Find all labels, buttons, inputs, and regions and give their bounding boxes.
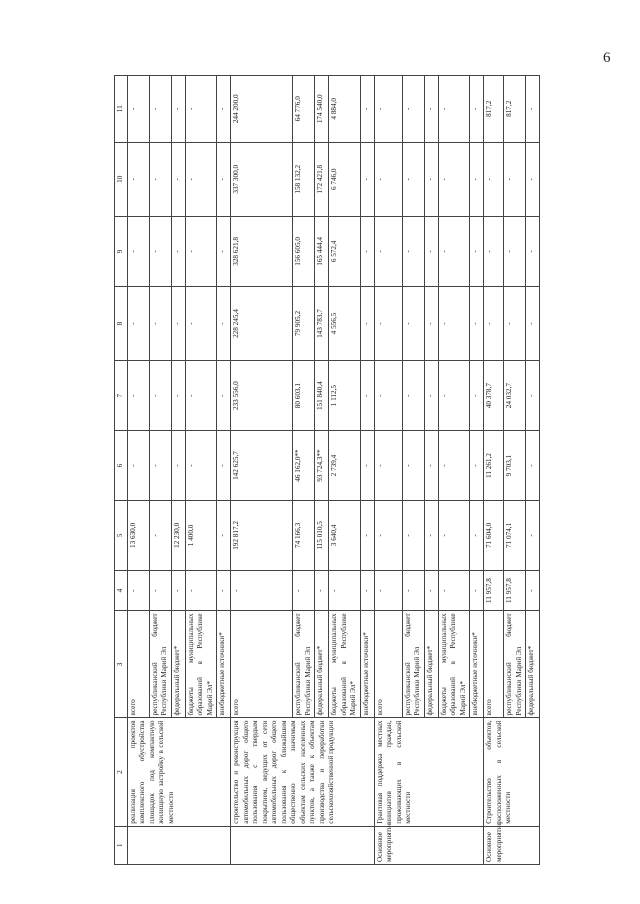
amount-cell: - — [360, 500, 374, 570]
amount-cell: 11 957,8 — [484, 570, 504, 611]
amount-cell: - — [185, 216, 217, 286]
amount-cell: - — [438, 431, 470, 501]
amount-cell: 172 421,8 — [315, 142, 329, 216]
amount-cell: - — [438, 142, 470, 216]
amount-cell: - — [438, 361, 470, 431]
amount-cell: - — [149, 216, 171, 286]
funding-source-cell: федеральный бюджет* — [171, 611, 185, 718]
amount-cell: - — [438, 76, 470, 143]
measure-type-cell — [127, 826, 231, 864]
amount-cell: - — [185, 570, 217, 611]
amount-cell: - — [360, 216, 374, 286]
amount-cell: 11 261,2 — [484, 431, 504, 501]
amount-cell: 817,2 — [484, 76, 504, 143]
amount-cell: - — [149, 431, 171, 501]
amount-cell: 143 783,7 — [315, 286, 329, 360]
amount-cell: - — [504, 216, 526, 286]
amount-cell: - — [484, 216, 504, 286]
amount-cell: 80 603,1 — [293, 361, 315, 431]
amount-cell: - — [171, 286, 185, 360]
amount-cell: - — [438, 216, 470, 286]
amount-cell: - — [329, 570, 361, 611]
amount-cell: - — [217, 286, 231, 360]
amount-cell: - — [402, 286, 424, 360]
amount-cell: 233 556,0 — [231, 361, 293, 431]
funding-source-cell: всего — [484, 611, 504, 718]
amount-cell: 115 010,5 — [315, 500, 329, 570]
amount-cell: 79 905,2 — [293, 286, 315, 360]
amount-cell: 6 746,0 — [329, 142, 361, 216]
amount-cell: - — [484, 286, 504, 360]
amount-cell: - — [293, 570, 315, 611]
amount-cell: - — [484, 142, 504, 216]
amount-cell: - — [185, 361, 217, 431]
amount-cell: - — [374, 361, 402, 431]
amount-cell: - — [127, 431, 149, 501]
amount-cell: 2 739,4 — [329, 431, 361, 501]
amount-cell: 71 074,1 — [504, 500, 526, 570]
amount-cell: - — [374, 286, 402, 360]
measure-type-cell: Основное мероприятие — [374, 826, 484, 864]
funding-source-cell: республиканский бюджет Республики Марий Эл — [149, 611, 171, 718]
amount-cell: - — [217, 216, 231, 286]
amount-cell: - — [470, 286, 484, 360]
amount-cell: - — [315, 570, 329, 611]
amount-cell: 817,2 — [504, 76, 526, 143]
amount-cell: - — [438, 500, 470, 570]
amount-cell: 12 230,0 — [171, 500, 185, 570]
amount-cell: - — [374, 500, 402, 570]
rotated-table-wrapper — [114, 75, 618, 865]
amount-cell: - — [526, 570, 540, 611]
amount-cell: - — [526, 142, 540, 216]
amount-cell: - — [217, 500, 231, 570]
amount-cell: - — [231, 570, 293, 611]
header-cell: 10 — [115, 142, 128, 216]
header-cell: 2 — [115, 718, 128, 826]
amount-cell: 4 884,0 — [329, 76, 361, 143]
amount-cell: - — [127, 76, 149, 143]
amount-cell: - — [374, 570, 402, 611]
table-row — [127, 76, 149, 865]
amount-cell: - — [127, 570, 149, 611]
header-cell: 6 — [115, 431, 128, 501]
measure-type-cell — [231, 826, 375, 864]
amount-cell: - — [374, 431, 402, 501]
amount-cell: - — [171, 570, 185, 611]
amount-cell: - — [526, 500, 540, 570]
amount-cell: 4 556,5 — [329, 286, 361, 360]
amount-cell: - — [185, 286, 217, 360]
table-row — [231, 76, 293, 865]
amount-cell: 93 724,3** — [315, 431, 329, 501]
amount-cell: - — [374, 76, 402, 143]
amount-cell: 6 572,4 — [329, 216, 361, 286]
amount-cell: - — [149, 361, 171, 431]
amount-cell: 11 957,8 — [504, 570, 526, 611]
funding-source-cell: бюджеты муниципальных образований в Республике Марий Эл* — [438, 611, 470, 718]
amount-cell: - — [402, 570, 424, 611]
table-row — [374, 76, 402, 865]
amount-cell: - — [470, 76, 484, 143]
header-cell: 11 — [115, 76, 128, 143]
amount-cell: - — [217, 361, 231, 431]
amount-cell: - — [217, 76, 231, 143]
amount-cell: 13 630,0 — [127, 500, 149, 570]
funding-source-cell: всего — [127, 611, 149, 718]
amount-cell: - — [149, 500, 171, 570]
funding-source-cell: федеральный бюджет* — [315, 611, 329, 718]
funding-source-cell: федеральный бюджет* — [424, 611, 438, 718]
funding-source-cell: внебюджетные источники* — [217, 611, 231, 718]
amount-cell: - — [360, 570, 374, 611]
amount-cell: - — [149, 570, 171, 611]
amount-cell: - — [424, 570, 438, 611]
amount-cell: - — [217, 431, 231, 501]
amount-cell: 9 703,1 — [504, 431, 526, 501]
amount-cell: 40 378,7 — [484, 361, 504, 431]
measure-name-cell: строительство и реконструкция автомобильных дорог общего пользования с твердым покрытием, ведущих от сети автомобильных дорог общего пользования к ближайшим общественно значимым объектам сельских населенных пунктов, а также к объектам производства и переработки сельскохозяйственной продукции — [231, 718, 375, 826]
amount-cell: 46 162,0** — [293, 431, 315, 501]
amount-cell: - — [526, 216, 540, 286]
amount-cell: - — [470, 361, 484, 431]
amount-cell: - — [171, 76, 185, 143]
amount-cell: - — [360, 286, 374, 360]
amount-cell: 192 817,2 — [231, 500, 293, 570]
amount-cell: - — [127, 361, 149, 431]
amount-cell: - — [438, 570, 470, 611]
header-cell: 8 — [115, 286, 128, 360]
amount-cell: - — [526, 286, 540, 360]
header-cell: 9 — [115, 216, 128, 286]
funding-source-cell: всего — [231, 611, 293, 718]
page-number: 6 — [603, 50, 611, 66]
amount-cell: - — [374, 216, 402, 286]
amount-cell: - — [149, 142, 171, 216]
amount-cell: 244 200,0 — [231, 76, 293, 143]
amount-cell: - — [171, 216, 185, 286]
amount-cell: - — [470, 142, 484, 216]
amount-cell: 64 776,0 — [293, 76, 315, 143]
amount-cell: - — [438, 286, 470, 360]
financing-table — [114, 75, 540, 865]
amount-cell: - — [127, 216, 149, 286]
amount-cell: - — [127, 286, 149, 360]
header-cell: 5 — [115, 500, 128, 570]
amount-cell: - — [424, 216, 438, 286]
funding-source-cell: внебюджетные источники* — [360, 611, 374, 718]
header-cell: 4 — [115, 570, 128, 611]
amount-cell: 174 540,0 — [315, 76, 329, 143]
amount-cell: - — [504, 142, 526, 216]
amount-cell: - — [149, 286, 171, 360]
amount-cell: - — [526, 431, 540, 501]
amount-cell: - — [424, 361, 438, 431]
amount-cell: - — [424, 286, 438, 360]
amount-cell: 165 444,4 — [315, 216, 329, 286]
amount-cell: - — [526, 76, 540, 143]
amount-cell: - — [360, 76, 374, 143]
amount-cell: - — [424, 76, 438, 143]
amount-cell: - — [470, 570, 484, 611]
measure-name-cell: Строительство объектов, расположенных в сельской местности — [484, 718, 540, 826]
amount-cell: 156 605,0 — [293, 216, 315, 286]
amount-cell: - — [402, 76, 424, 143]
header-cell: 1 — [115, 826, 128, 864]
amount-cell: - — [470, 216, 484, 286]
amount-cell: 71 604,0 — [484, 500, 504, 570]
table-body — [127, 76, 540, 865]
amount-cell: 3 640,4 — [329, 500, 361, 570]
funding-source-cell: бюджеты муниципальных образований в Республике Марий Эл* — [329, 611, 361, 718]
amount-cell: - — [402, 216, 424, 286]
funding-source-cell: республиканский бюджет Республики Марий Эл — [293, 611, 315, 718]
amount-cell: - — [402, 142, 424, 216]
amount-cell: - — [171, 431, 185, 501]
amount-cell: - — [185, 142, 217, 216]
header-row — [115, 76, 128, 865]
amount-cell: 1 112,5 — [329, 361, 361, 431]
amount-cell: - — [470, 431, 484, 501]
amount-cell: - — [470, 500, 484, 570]
measure-name-cell: Грантовая поддержка местных инициатив граждан, проживающих в сельской местности — [374, 718, 484, 826]
measure-name-cell: реализация проектов комплексного обустройства площадок под компактную жилищную застройку в сельской местности — [127, 718, 231, 826]
amount-cell: 158 132,2 — [293, 142, 315, 216]
funding-source-cell: бюджеты муниципальных образований в Республике Марий Эл* — [185, 611, 217, 718]
amount-cell: - — [171, 361, 185, 431]
funding-source-cell: всего — [374, 611, 402, 718]
table-row — [484, 76, 504, 865]
amount-cell: 151 840,4 — [315, 361, 329, 431]
amount-cell: - — [374, 142, 402, 216]
amount-cell: - — [185, 76, 217, 143]
amount-cell: - — [217, 142, 231, 216]
amount-cell: 228 245,4 — [231, 286, 293, 360]
amount-cell: - — [526, 361, 540, 431]
amount-cell: - — [504, 286, 526, 360]
funding-source-cell: республиканский бюджет Республики Марий Эл — [504, 611, 526, 718]
amount-cell: 74 166,3 — [293, 500, 315, 570]
header-cell: 7 — [115, 361, 128, 431]
amount-cell: - — [149, 76, 171, 143]
amount-cell: 24 032,7 — [504, 361, 526, 431]
amount-cell: - — [127, 142, 149, 216]
amount-cell: - — [402, 361, 424, 431]
funding-source-cell: республиканский бюджет Республики Марий Эл — [402, 611, 424, 718]
amount-cell: - — [185, 431, 217, 501]
amount-cell: - — [424, 142, 438, 216]
measure-type-cell: Основное мероприятие — [484, 826, 540, 864]
amount-cell: 1 400,0 — [185, 500, 217, 570]
amount-cell: 337 300,0 — [231, 142, 293, 216]
amount-cell: - — [424, 431, 438, 501]
amount-cell: 328 621,8 — [231, 216, 293, 286]
header-cell: 3 — [115, 611, 128, 718]
amount-cell: - — [171, 142, 185, 216]
amount-cell: 142 625,7 — [231, 431, 293, 501]
funding-source-cell: внебюджетные источники* — [470, 611, 484, 718]
amount-cell: - — [360, 142, 374, 216]
amount-cell: - — [217, 570, 231, 611]
amount-cell: - — [360, 361, 374, 431]
funding-source-cell: федеральный бюджет* — [526, 611, 540, 718]
amount-cell: - — [360, 431, 374, 501]
amount-cell: - — [402, 431, 424, 501]
amount-cell: - — [424, 500, 438, 570]
amount-cell: - — [402, 500, 424, 570]
